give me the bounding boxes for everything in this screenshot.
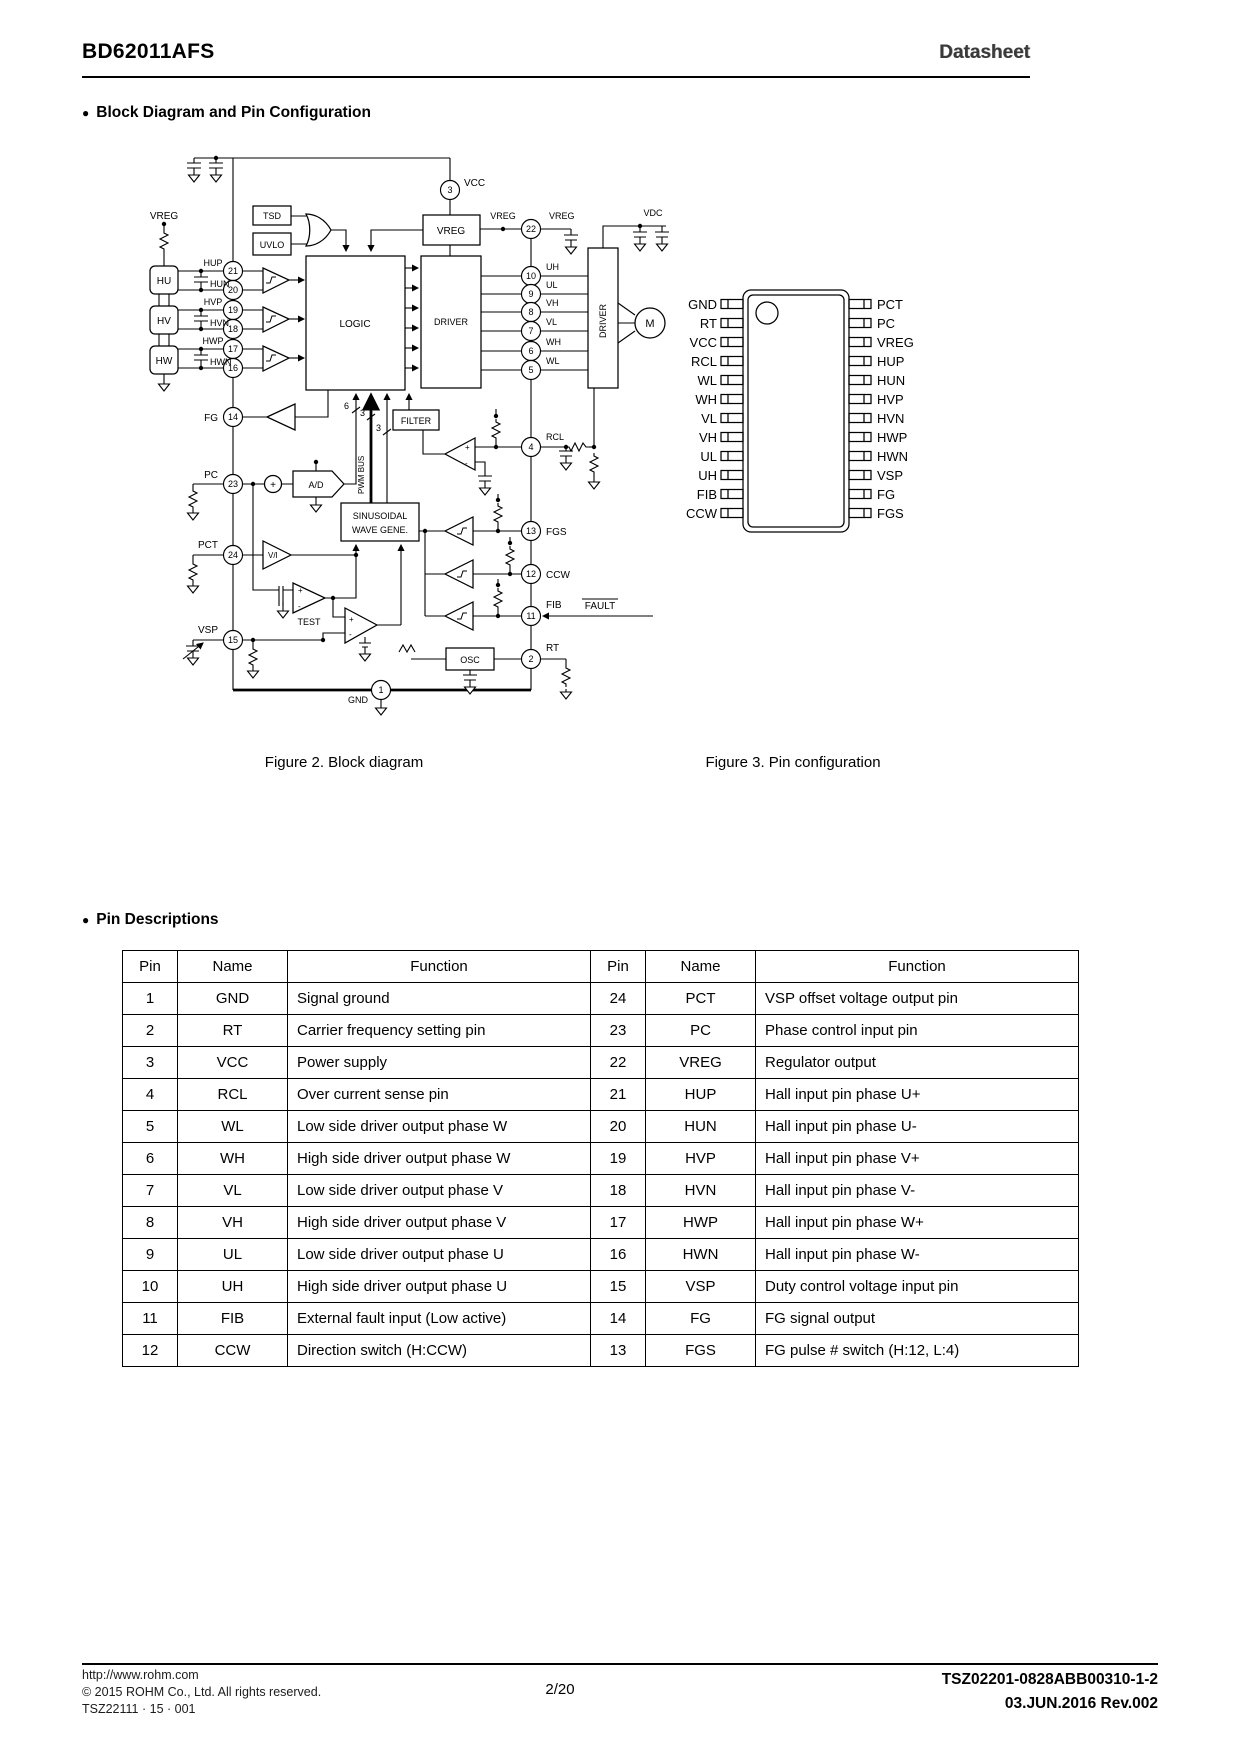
cell-pin: 1 (123, 983, 178, 1015)
cell-function: High side driver output phase W (288, 1143, 591, 1175)
rcl-label: RCL (546, 432, 565, 442)
right-pin-label-13: FGS (877, 506, 904, 521)
table-row (123, 1111, 1079, 1143)
section-title-text: Block Diagram and Pin Configuration (96, 104, 371, 121)
header-rule (82, 76, 1030, 78)
vreg-right-label: VREG (549, 211, 575, 221)
cell-name: FIB (178, 1303, 288, 1335)
footer-copyright: © 2015 ROHM Co., Ltd. All rights reserved. (82, 1685, 322, 1699)
cell-name: VCC (178, 1047, 288, 1079)
left-pin-label-7: VL (701, 411, 717, 426)
pin-6: 6 (528, 346, 534, 356)
cell-name: WL (178, 1111, 288, 1143)
cell-name: RT (178, 1015, 288, 1047)
pin-12: 12 (525, 569, 537, 579)
cell-name: RCL (178, 1079, 288, 1111)
table-row (123, 1239, 1079, 1271)
cell-pin: 9 (123, 1239, 178, 1271)
test-plus: + (298, 586, 303, 595)
cell-pin: 21 (591, 1079, 646, 1111)
fg-label: FG (204, 413, 218, 424)
left-pin-label-1: GND (688, 297, 717, 312)
fib-label: FIB (546, 600, 562, 611)
pin-21: 21 (227, 266, 239, 276)
vcc-label: VCC (464, 178, 486, 189)
vsp-comp-minus: - (349, 630, 352, 639)
uvlo-label: UVLO (259, 240, 285, 250)
pin-23: 23 (227, 479, 239, 489)
left-pin-label-5: WL (697, 373, 717, 388)
left-pin-label-4: RCL (690, 354, 717, 369)
cell-pin: 17 (591, 1207, 646, 1239)
pin-10: 10 (525, 271, 537, 281)
hvp-label: HVP (203, 297, 223, 307)
right-pin-label-15: VSP (877, 468, 904, 483)
pin-15: 15 (227, 635, 239, 645)
cell-pin: 7 (123, 1175, 178, 1207)
pin-20: 20 (227, 285, 239, 295)
left-pin-label-3: VCC (689, 335, 717, 350)
filter-label: FILTER (400, 416, 432, 426)
figure3-caption: Figure 3. Pin configuration (705, 754, 881, 771)
left-pin-label-2: RT (699, 316, 717, 331)
figure2-caption: Figure 2. Block diagram (264, 754, 424, 771)
pin-22: 22 (525, 224, 537, 234)
col-header-function: Function (288, 951, 591, 983)
sine-wave-gen-block (341, 503, 419, 541)
cell-name: FG (646, 1303, 756, 1335)
col-header-name: Name (178, 951, 288, 983)
pin-19: 19 (227, 305, 239, 315)
cell-name: VSP (646, 1271, 756, 1303)
cell-name: WH (178, 1143, 288, 1175)
vh-label: VH (546, 298, 559, 308)
table-row (123, 1143, 1079, 1175)
right-pin-label-14: FG (877, 487, 896, 502)
osc-label: OSC (460, 655, 480, 665)
footer-right (942, 1668, 1158, 1716)
col-header-pin: Pin (123, 951, 178, 983)
cell-function: FG pulse # switch (H:12, L:4) (756, 1335, 1079, 1367)
cell-pin: 18 (591, 1175, 646, 1207)
cell-function: Low side driver output phase W (288, 1111, 591, 1143)
cell-name: VREG (646, 1047, 756, 1079)
cell-name: HWP (646, 1207, 756, 1239)
pin-1: 1 (378, 685, 384, 695)
chip-pins (686, 297, 914, 521)
ul-label: UL (546, 280, 558, 290)
footer-page-number: 2/20 (545, 1681, 575, 1698)
rcl-comp-minus: - (465, 459, 468, 468)
pin-descriptions-table (122, 950, 1079, 1367)
cell-name: HVN (646, 1175, 756, 1207)
block-diagram-svg (113, 138, 683, 738)
vreg-block-label: VREG (436, 226, 466, 237)
cell-function: Hall input pin phase W- (756, 1239, 1079, 1271)
cell-pin: 23 (591, 1015, 646, 1047)
cell-name: HUN (646, 1111, 756, 1143)
gnd-label: GND (348, 695, 368, 705)
cell-pin: 3 (123, 1047, 178, 1079)
cell-pin: 13 (591, 1335, 646, 1367)
table-row (123, 1207, 1079, 1239)
cell-function: Hall input pin phase W+ (756, 1207, 1079, 1239)
cell-function: Phase control input pin (756, 1015, 1079, 1047)
cell-pin: 8 (123, 1207, 178, 1239)
ext-driver-label: DRIVER (598, 303, 608, 339)
cell-name: CCW (178, 1335, 288, 1367)
hv-label: HV (157, 316, 171, 327)
pwm-bus-label: PWM BUS (357, 455, 366, 494)
cell-name: UH (178, 1271, 288, 1303)
cell-pin: 16 (591, 1239, 646, 1271)
right-pin-label-18: HVN (877, 411, 905, 426)
cell-name: HVP (646, 1143, 756, 1175)
bullet-icon: ● (82, 106, 90, 120)
table-row (123, 1079, 1079, 1111)
right-pin-label-22: VREG (877, 335, 914, 350)
vreg-hall-label: VREG (149, 211, 179, 222)
left-pin-label-12: CCW (685, 506, 717, 521)
left-pin-label-9: UL (700, 449, 717, 464)
left-pin-label-11: FIB (696, 487, 717, 502)
pin-config-svg (646, 276, 946, 542)
col-header-function2: Function (756, 951, 1079, 983)
table-row (123, 1271, 1079, 1303)
right-pin-label-20: HUN (877, 373, 906, 388)
pin-labels (686, 297, 914, 521)
pin-14: 14 (227, 412, 239, 422)
uh-label: UH (546, 262, 559, 272)
cell-function: High side driver output phase U (288, 1271, 591, 1303)
doc-type-label: Datasheet (939, 42, 1030, 63)
cell-pin: 10 (123, 1271, 178, 1303)
cell-function: Hall input pin phase V+ (756, 1143, 1079, 1175)
right-pin-label-21: HUP (877, 354, 905, 369)
left-pin-label-8: VH (698, 430, 717, 445)
right-pin-label-23: PC (877, 316, 896, 331)
footer-rule (82, 1663, 1158, 1665)
fgs-label: FGS (546, 527, 567, 538)
pin-24: 24 (227, 550, 239, 560)
motor-label: M (645, 318, 655, 330)
bus3a-label: 3 (359, 408, 365, 418)
pin-9: 9 (528, 289, 534, 299)
table-row (123, 1047, 1079, 1079)
pin-3: 3 (447, 185, 453, 195)
table-row (123, 1175, 1079, 1207)
cell-function: Low side driver output phase U (288, 1239, 591, 1271)
hup-label: HUP (203, 258, 223, 268)
section-pin-descriptions-title (82, 911, 219, 929)
hu-label: HU (156, 276, 172, 287)
pin-2: 2 (528, 654, 534, 664)
footer-doc-number: TSZ22111 · 15 · 001 (82, 1702, 196, 1716)
hun-label: HUN (210, 279, 230, 289)
rt-label: RT (546, 643, 560, 654)
table-row (123, 1335, 1079, 1367)
tsd-label: TSD (263, 211, 281, 221)
cell-name: UL (178, 1239, 288, 1271)
vl-label: VL (546, 317, 558, 327)
pin-4: 4 (528, 442, 534, 452)
cell-function: Low side driver output phase V (288, 1175, 591, 1207)
cell-pin: 11 (123, 1303, 178, 1335)
pct-label: PCT (198, 540, 218, 551)
diagram-labels (150, 178, 663, 705)
bus3b-label: 3 (375, 423, 381, 433)
vdc-label: VDC (643, 208, 663, 218)
pin-circles (224, 181, 541, 700)
section-block-diagram-title (82, 104, 371, 122)
vreg-left-label: VREG (490, 211, 516, 221)
rcl-comp-plus: + (465, 443, 470, 452)
footer-ref-number: TSZ02201-0828ABB00310-1-2 (941, 1671, 1158, 1688)
pc-label: PC (204, 470, 218, 481)
cell-pin: 24 (591, 983, 646, 1015)
right-pin-label-16: HWN (877, 449, 909, 464)
cell-function: VSP offset voltage output pin (756, 983, 1079, 1015)
hwn-label: HWN (210, 357, 232, 367)
cell-name: HUP (646, 1079, 756, 1111)
test-label: TEST (297, 617, 321, 627)
cell-function: Direction switch (H:CCW) (288, 1335, 591, 1367)
pin1-indicator (756, 302, 778, 324)
wh-label: WH (546, 337, 561, 347)
right-pin-label-17: HWP (877, 430, 908, 445)
footer-url: http://www.rohm.com (82, 1668, 199, 1682)
ad-label: A/D (308, 480, 324, 490)
vsp-comp-plus: + (349, 615, 354, 624)
hw-label: HW (155, 356, 173, 367)
cell-pin: 5 (123, 1111, 178, 1143)
swg-label-2: WAVE GENE. (351, 525, 409, 535)
fault-label: FAULT (584, 601, 616, 612)
sum-plus: + (270, 480, 276, 491)
pin-7: 7 (528, 326, 534, 336)
cell-pin: 22 (591, 1047, 646, 1079)
block-diagram-figure (113, 138, 683, 743)
table-header-row (123, 951, 1079, 983)
cell-function: Hall input pin phase U+ (756, 1079, 1079, 1111)
hwp-label: HWP (202, 336, 224, 346)
cell-name: VL (178, 1175, 288, 1207)
cell-pin: 6 (123, 1143, 178, 1175)
pin-11: 11 (526, 611, 536, 621)
cell-name: GND (178, 983, 288, 1015)
pin-5: 5 (528, 365, 534, 375)
cell-name: FGS (646, 1335, 756, 1367)
table-row (123, 1015, 1079, 1047)
test-minus: - (298, 602, 301, 611)
cell-pin: 20 (591, 1111, 646, 1143)
chip-package (743, 290, 849, 532)
pin-8: 8 (528, 307, 534, 317)
table-row (123, 983, 1079, 1015)
col-header-name2: Name (646, 951, 756, 983)
cell-pin: 14 (591, 1303, 646, 1335)
pin-config-figure (646, 276, 946, 547)
ccw-label: CCW (546, 570, 570, 581)
left-pin-label-6: WH (695, 392, 717, 407)
footer-revision: 03.JUN.2016 Rev.002 (1004, 1695, 1158, 1712)
cell-function: Signal ground (288, 983, 591, 1015)
pin-18: 18 (227, 324, 239, 334)
wl-label: WL (546, 356, 560, 366)
left-pin-label-10: UH (698, 468, 717, 483)
cell-function: FG signal output (756, 1303, 1079, 1335)
part-number: BD62011AFS (82, 40, 215, 63)
vi-label: V/I (268, 551, 278, 560)
cell-function: Hall input pin phase V- (756, 1175, 1079, 1207)
page-header (82, 40, 1030, 64)
bullet-icon: ● (82, 913, 90, 927)
cell-function: Hall input pin phase U- (756, 1111, 1079, 1143)
cell-function: Power supply (288, 1047, 591, 1079)
cell-name: VH (178, 1207, 288, 1239)
swg-label-1: SINUSOIDAL (352, 511, 408, 521)
hvn-label: HVN (210, 318, 230, 328)
cell-function: External fault input (Low active) (288, 1303, 591, 1335)
cell-pin: 12 (123, 1335, 178, 1367)
vsp-label: VSP (197, 625, 218, 636)
cell-function: Regulator output (756, 1047, 1079, 1079)
pin-16: 16 (227, 363, 239, 373)
pin-17: 17 (227, 344, 239, 354)
cell-pin: 2 (123, 1015, 178, 1047)
cell-name: PCT (646, 983, 756, 1015)
cell-pin: 15 (591, 1271, 646, 1303)
right-pin-label-19: HVP (877, 392, 904, 407)
cell-name: HWN (646, 1239, 756, 1271)
right-pin-label-24: PCT (877, 297, 903, 312)
pin-13: 13 (525, 526, 537, 536)
cell-function: High side driver output phase V (288, 1207, 591, 1239)
table-row (123, 1303, 1079, 1335)
cell-pin: 4 (123, 1079, 178, 1111)
cell-name: PC (646, 1015, 756, 1047)
cell-function: Over current sense pin (288, 1079, 591, 1111)
cell-function: Duty control voltage input pin (756, 1271, 1079, 1303)
section-title-text: Pin Descriptions (96, 911, 219, 928)
bus6-label: 6 (343, 401, 349, 411)
logic-label: LOGIC (339, 319, 371, 330)
cell-function: Carrier frequency setting pin (288, 1015, 591, 1047)
driver-label: DRIVER (433, 317, 469, 327)
col-header-pin2: Pin (591, 951, 646, 983)
cell-pin: 19 (591, 1143, 646, 1175)
or-gate (306, 214, 331, 246)
